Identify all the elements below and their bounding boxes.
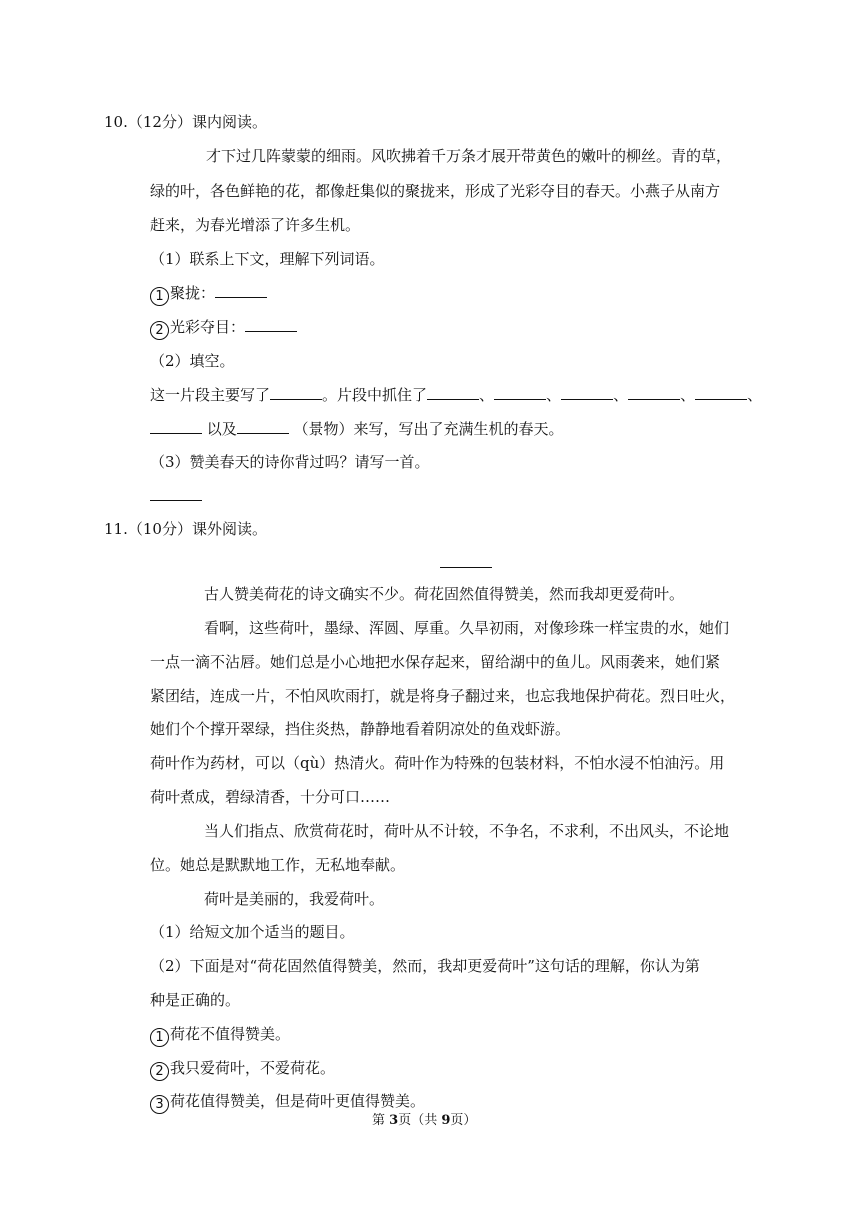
q10-item-1 [150, 283, 267, 306]
circled-number: 3 [150, 1095, 169, 1114]
footer-text: 第 [372, 1113, 390, 1128]
q11-sub1: （1）给短文加个适当的题目。 [150, 923, 355, 941]
q11-paragraph-4-line-1: 当人们指点、欣赏荷花时，荷叶从不计较，不争名，不求利，不出风头，不论地 [204, 822, 730, 840]
q10-sub2: （2）填空。 [150, 352, 235, 370]
q10-passage-line-3: 赶来，为春光增添了许多生机。 [150, 216, 361, 234]
q11-paragraph-3-line-2: 荷叶煮成，碧绿清香，十分可口…… [150, 788, 391, 806]
q11-paragraph-2-line-1: 看啊，这些荷叶，墨绿、浑圆、厚重。久旱初雨，对像珍珠一样宝贵的水，她们 [204, 619, 730, 637]
circled-number: 2 [150, 1062, 169, 1081]
option-text: 荷花不值得赞美。 [170, 1025, 291, 1043]
q11-heading: 11.（10分）课外阅读。 [104, 520, 267, 538]
option-text: 荷花值得赞美，但是荷叶更值得赞美。 [170, 1092, 426, 1110]
q10-fill-line-2 [150, 419, 564, 439]
separator: 、 [479, 386, 495, 404]
separator: 、 [680, 386, 696, 404]
fill-text: 这一片段主要写了 [150, 386, 271, 404]
answer-blank[interactable] [695, 385, 747, 400]
fill-text: （景物）来写，写出了充满生机的春天。 [288, 420, 564, 438]
footer-text: 页） [450, 1113, 477, 1128]
q11-option-1 [150, 1024, 290, 1047]
fill-text: 。片段中抓住了 [322, 386, 428, 404]
answer-blank[interactable] [245, 317, 297, 332]
q11-sub2-line-1: （2）下面是对“荷花固然值得赞美，然而，我却更爱荷叶”这句话的理解，你认为第 [150, 957, 700, 975]
q11-paragraph-2-line-2: 一点一滴不沾唇。她们总是小心地把水保存起来，留给湖中的鱼儿。风雨袭来，她们紧 [150, 653, 721, 671]
q11-option-2 [150, 1058, 335, 1081]
q11-sub2-line-2: 种是正确的。 [150, 991, 241, 1009]
answer-blank[interactable] [215, 283, 267, 298]
q10-sub1: （1）联系上下文，理解下列词语。 [150, 250, 385, 268]
page-footer [372, 1111, 476, 1131]
item-text: 光彩夺目： [170, 318, 246, 336]
q11-paragraph-4-line-2: 位。她总是默默地工作，无私地奉献。 [150, 856, 406, 874]
q11-paragraph-1: 古人赞美荷花的诗文确实不少。荷花固然值得赞美，然而我却更爱荷叶。 [204, 585, 685, 603]
circled-number: 2 [150, 321, 169, 340]
q10-sub3-answer [150, 486, 202, 506]
q10-sub3: （3）赞美春天的诗你背过吗？请写一首。 [150, 453, 430, 471]
separator: 、 [747, 386, 763, 404]
total-pages: 9 [441, 1113, 451, 1128]
q10-fill-line-1 [150, 385, 762, 405]
separator: 、 [613, 386, 629, 404]
footer-text: 页（共 [398, 1113, 442, 1128]
q11-title-blank [440, 553, 492, 573]
answer-blank[interactable] [150, 419, 202, 434]
answer-blank[interactable] [270, 385, 322, 400]
option-text: 我只爱荷叶，不爱荷花。 [170, 1059, 336, 1077]
q10-item-2 [150, 317, 297, 340]
q11-paragraph-2-line-3: 紧团结，连成一片，不怕风吹雨打，就是将身子翻过来，也忘我地保护荷花。烈日吐火， [150, 687, 736, 705]
q10-passage-line-2: 绿的叶，各色鲜艳的花，都像赶集似的聚拢来，形成了光彩夺目的春天。小燕子从南方 [150, 182, 721, 200]
page-number: 3 [389, 1113, 399, 1128]
item-text: 聚拢： [170, 284, 216, 302]
q11-paragraph-3-line-1: 荷叶作为药材，可以（qù）热清火。荷叶作为特殊的包装材料，不怕水浸不怕油污。用 [150, 754, 725, 772]
circled-number: 1 [150, 1028, 169, 1047]
answer-blank[interactable] [427, 385, 479, 400]
answer-blank[interactable] [628, 385, 680, 400]
answer-blank[interactable] [150, 486, 202, 501]
q10-heading: 10.（12分）课内阅读。 [104, 113, 267, 131]
answer-blank[interactable] [561, 385, 613, 400]
circled-number: 1 [150, 287, 169, 306]
q11-paragraph-5: 荷叶是美丽的，我爱荷叶。 [204, 890, 385, 908]
answer-blank[interactable] [237, 419, 289, 434]
q11-paragraph-2-line-4: 她们个个撑开翠绿，挡住炎热，静静地看着阴凉处的鱼戏虾游。 [150, 720, 571, 738]
separator: 、 [546, 386, 562, 404]
q10-passage-line-1: 才下过几阵蒙蒙的细雨。风吹拂着千万条才展开带黄色的嫩叶的柳丝。青的草， [206, 147, 732, 165]
answer-blank[interactable] [440, 553, 492, 568]
answer-blank[interactable] [494, 385, 546, 400]
fill-text: 以及 [202, 420, 237, 438]
